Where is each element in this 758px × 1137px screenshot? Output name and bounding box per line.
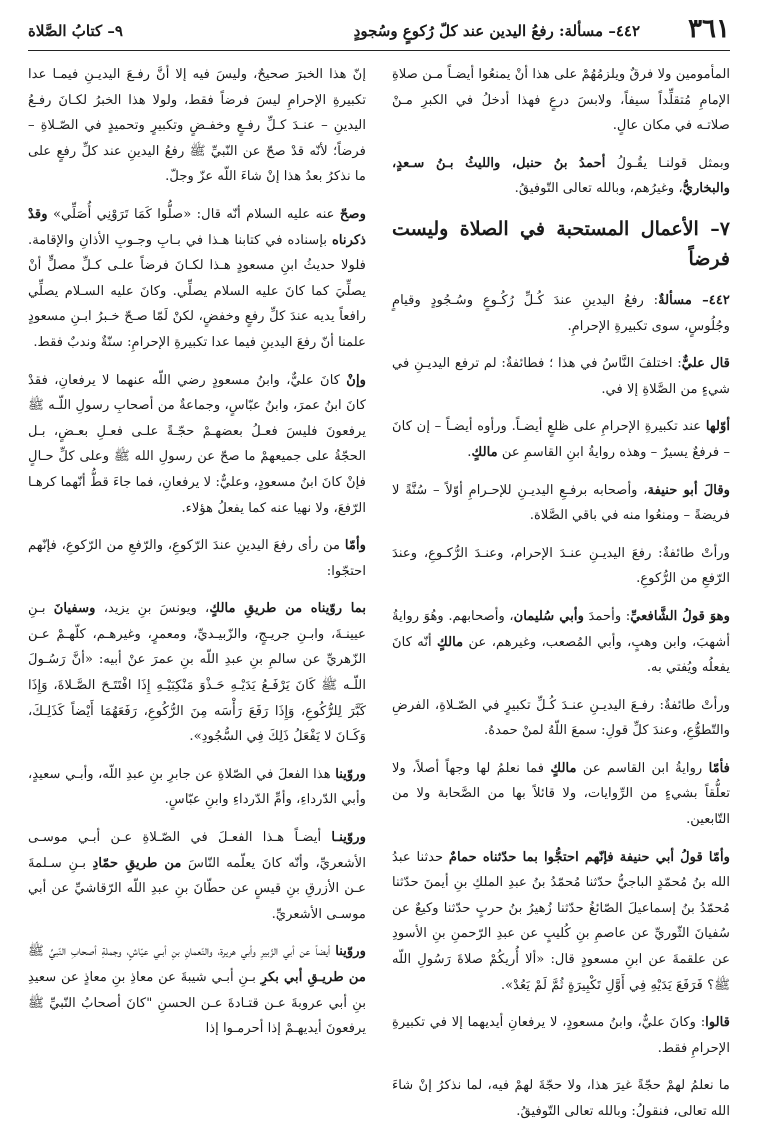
page-number: ٣٦١: [688, 14, 730, 44]
paragraph: إنّ هذا الخبرَ صحيحٌ، وليسَ فيه إلا أنَّ رفـعَ اليديـنِ فيمـا عدا تكبيرةِ الإحرامِ ليسَ فرضاً فقط، ولولا هذا الخبرُ لكـانَ رفـعُ اليدينِ – عنـدَ كـلِّ رفـعٍ وخفـضٍ وتكبيرٍ وتحميدٍ في الصّـلاةِ – فرضاً؛ لأنّه قدْ صحّ عن النّبيِّ ﷺ رفعُ اليدينِ عند كلِّ رفعٍ على ما نذكرُ بعدُ هذا إنْ شاءَ اللّه عزّ وجلّ.: [28, 67, 366, 185]
paragraph: ورأتْ طائفةٌ: رفعَ اليديـنِ عنـدَ الإحرام، وعنـدَ الرُّكـوعِ، وعندَ الرّفعِ من الرُّكوعِ.: [392, 545, 730, 587]
paragraph: ٤٤٢– مسألةٌ: رفعُ اليدينِ عندَ كُـلِّ رُكُـوعٍ وسُـجُودٍ وقيامٍ وجُلُوسٍ، سوى تكبيرةِ الإحرامِ.: [392, 292, 730, 334]
section-heading: ٧– الأعمال المستحبة في الصلاة وليست فرضاً: [392, 217, 730, 270]
paragraph: وقالَ أبو حنيفة، وأصحابه برفـعِ اليديـنِ للإحـرامِ أوّلاً – سُنَّةً لا فريضةً – ومنعُوا منه في باقي الصَّلاة.: [392, 482, 730, 524]
left-column: [28, 62, 366, 1054]
right-column: [392, 62, 730, 1137]
running-title: ٤٤٢– مسألة: رفعُ اليدين عند كلّ رُكوعٍ وسُجودٍ: [353, 22, 640, 40]
paragraph: ورأتْ طائفةٌ: رفـعَ اليديـنِ عنـدَ كُـلِّ تكبيرٍ في الصّـلاةِ، الفرضِ والتّطوُّعِ، وعندَ كلِّ قولِ: سمعَ اللّهُ لمنْ حمدهُ.: [392, 697, 730, 739]
paragraph: قالوا: وكانَ عليٌّ، وابنُ مسعودٍ، لا يرفعانِ أيديهما إلا في تكبيرةِ الإحرامِ فقط.: [392, 1015, 730, 1056]
paragraph: وصحّ عنه عليه السلام أنّه قال: «صلُّوا كَمَا تَرَوْنِي أُصَلِّي» وقدْ ذكرناه بإسناده في كتابنا هـذا في بـابِ وجـوبِ الأذانِ والإقامة. فلولا حديثُ ابنِ مسعودٍ هـذا لكـانَ فرضاً علـى كـلِّ مصلٍّ أنْ يصلِّيَ كما كانَ عليه السلام يصلِّي. وكانَ عليه السـلام يصلِّي رافعاً يديه عندَ كلِّ رفعٍ وخفضٍ، لكنْ لَمّا صـحّ خـبرُ ابـنِ مسعودٍ علمنا أنّ رفعَ اليدينِ فيما عدا تكبيرةِ الإحرامِ: سنّةٌ وندبٌ فقط.: [28, 206, 366, 350]
paragraph: وأمّا من رأى رفعَ اليدينِ عندَ الرّكوعِ، والرّفعِ من الرّكوعِ، فإنّهم احتجّوا:: [28, 538, 366, 579]
book-title: ٩– كتابُ الصَّلاة: [28, 22, 123, 40]
paragraph: أوّلها عند تكبيرةِ الإحرامِ على ظلعٍ أيضـاً. ورأوه أيضـاً – إن كانَ – فرفعٌ يسيرٌ – وهذه روايةُ ابنِ القاسمِ عن مالكٍ.: [392, 419, 730, 460]
paragraph: المأمومين ولا فرقٌ ويلزمُهُمْ على هذا أنْ يمنعُوا أيضـاً مـن صلاةِ الإمامِ مُتقلِّداً سيفاً، ولابسَ درعٍ فهذا أدخلُ في الكبرِ مـنْ صلاتـه في مكان عالٍ.: [392, 67, 730, 134]
paragraph: ما نعلمُ لهمْ حجّةً غيرَ هذا، ولا حجّةَ لهمْ فيه، لما نذكرُ إنْ شاءَ الله تعالى، فنقولُ: وبالله تعالى التّوفيقُ.: [392, 1078, 730, 1119]
paragraph: بما روّيناه من طريقِ مالكٍ، ويونسَ بنِ يزيد، وسفيانَ بـنِ عيينـةَ، وابـنِ جريـجٍ، والزّبيـديِّ، ومعمرٍ، وغيرهـم، كلّهـمْ عـن الزّهريِّ عن سالمِ بنِ عبدِ اللّه بنِ عمرَ عنْ أبيه: «أنَّ رَسُـولَ اللّـه ﷺ كَانَ يَرْفَـعُ يَدَيْـهِ حَـذْوَ مَنْكِبَيْـهِ إِذَا افْتَتَـحَ الصَّـلاةَ، وَإِذَا كَبَّرَ لِلرُّكُوعِ، وَإِذَا رَفَعَ رَأْسَه مِنَ الرُّكُوعِ، رَفَعَهُمَا أَيْضاً كَذَلِـكَ، وَكَـانَ لا يَفْعَلُ ذَلِكَ فِي السُّجُودِ».: [28, 601, 366, 745]
paragraph: قال عليٌّ: اختلفَ النَّاسُ في هذا ؛ فطائفةٌ: لم ترفع اليديـنِ في شيءٍ من الصَّلاةِ إلا في.: [392, 356, 730, 397]
paragraph: وإنْ كانَ عليٌّ، وابنُ مسعودٍ رضي اللّه عنهما لا يرفعانِ، فقدْ كانَ ابنُ عمرَ، وابنُ عبّاسٍ، وجماعةٌ من أصحابِ رسولِ اللّـه ﷺ يرفعونَ فليسَ فعـلُ بعضهـمْ حجّـةً علـى فعـلِ بعـضٍ، بـل الحجّةُ على جميعهمْ ما صحّ عن رسولِ الله ﷺ وعلى كلِّ حـالٍ فإنْ كانَ ابنُ مسعودٍ، وعليٌّ: لا يرفعانِ، فما جاءَ قطُّ أنّهما كرهـا الرّفعَ، ولا نهيا عنه كما يفعلُ هؤلاء.: [28, 372, 366, 516]
paragraph: وبمثل قولنـا يقُـولُ أحمدُ بنُ حنبل، والليثُ بـنُ سـعدٍ، والبخاريُّ، وغيرُهم، وبالله تعالى التّوفيقُ.: [392, 155, 730, 197]
paragraph: وهوَ قولُ الشَّافعيِّ: وأحمدَ وأبي سُليمان، وأصحابهم. وهُوَ روايةُ أشهبَ، وابن وهبٍ، وأبي المُصعب، وغيرهم، عن مالكٍ أنّه كانَ يفعلُه ويُفتي به.: [392, 608, 731, 676]
paragraph: وروّينا أيضاً عن أبي الزّبيرِ وأبي هريرة، والنّعمانِ بنِ أبـي عيّاشٍ، وجملةِ أصحابِ النّبيِّ ﷺ من طريـقِ أبي بكرِ بـنِ أبـي شيبةَ عن معاذِ بنِ معاذٍ عن سعيدِ بنِ أبي عروبةَ عـن قتـادةَ عـن الحسنِ "كانَ أصحابُ النّبيِّ ﷺ يرفعونَ أيديهـمْ إذا أحرمـوا إذا: [28, 944, 366, 1037]
paragraph: فأمّا روايةُ ابن القاسم عن مالكٍ فما نعلمُ لها وجهاً أصلاً، ولا تعلُّقاً بشيءٍ من الرِّوايات، ولا قائلاً بها من الصَّحابة ولا من التّابعين.: [392, 760, 730, 828]
header-divider: [28, 50, 730, 51]
paragraph: وأمّا قولُ أبي حنيفة فإنّهم احتجُّوا بما حدّثناه حمامٌ حدثنا عبدُ الله بنُ مُحمّدٍ الباجيُّ حدّثنا مُحمّدُ بنُ عبدِ الملكِ بنِ أيمنَ حدّثنا مُحمّدُ بنُ إسماعيلَ الصّائغُ حدّثنا زُهيرُ بنُ حربٍ حدّثنا وكيعٌ عن سُفيانَ الثّوريِّ عن عاصمِ بنِ كُليبٍ عن عبدِ الرّحمنِ بنِ الأسودِ عن علقمةَ عن ابنِ مسعودٍ قال: «ألا أُريكُمْ صلاةَ رَسُولِ اللّه ﷺ؟ فَرَفَعَ يَدَيْهِ فِي أَوَّلِ تَكْبِيرَةٍ ثُمَّ لَمْ يَعُدْ».: [392, 849, 730, 993]
page-header: [28, 14, 730, 44]
paragraph: وروّينا هذا الفعلَ في الصّلاةِ عن جابرِ بنِ عبدِ اللّه، وأبـي سعيدٍ، وأبي الدّرداءِ، وأمِّ الدّرداءِ وابنِ عبّاسٍ.: [28, 766, 366, 808]
paragraph: وروّينـا أيضـاً هـذا الفعـلَ في الصّـلاةِ عـن أبـي موسـى الأشعريِّ، وأنّه كانَ يعلّمه النّاسَ من طريقِ حمّادِ بـنِ سـلمةَ عـن الأزرقِ بنِ قيسٍ عن حطّانَ بنِ عبدِ اللّه الرّقاشيِّ عن أبي موسـى الأشعريِّ.: [28, 830, 366, 922]
